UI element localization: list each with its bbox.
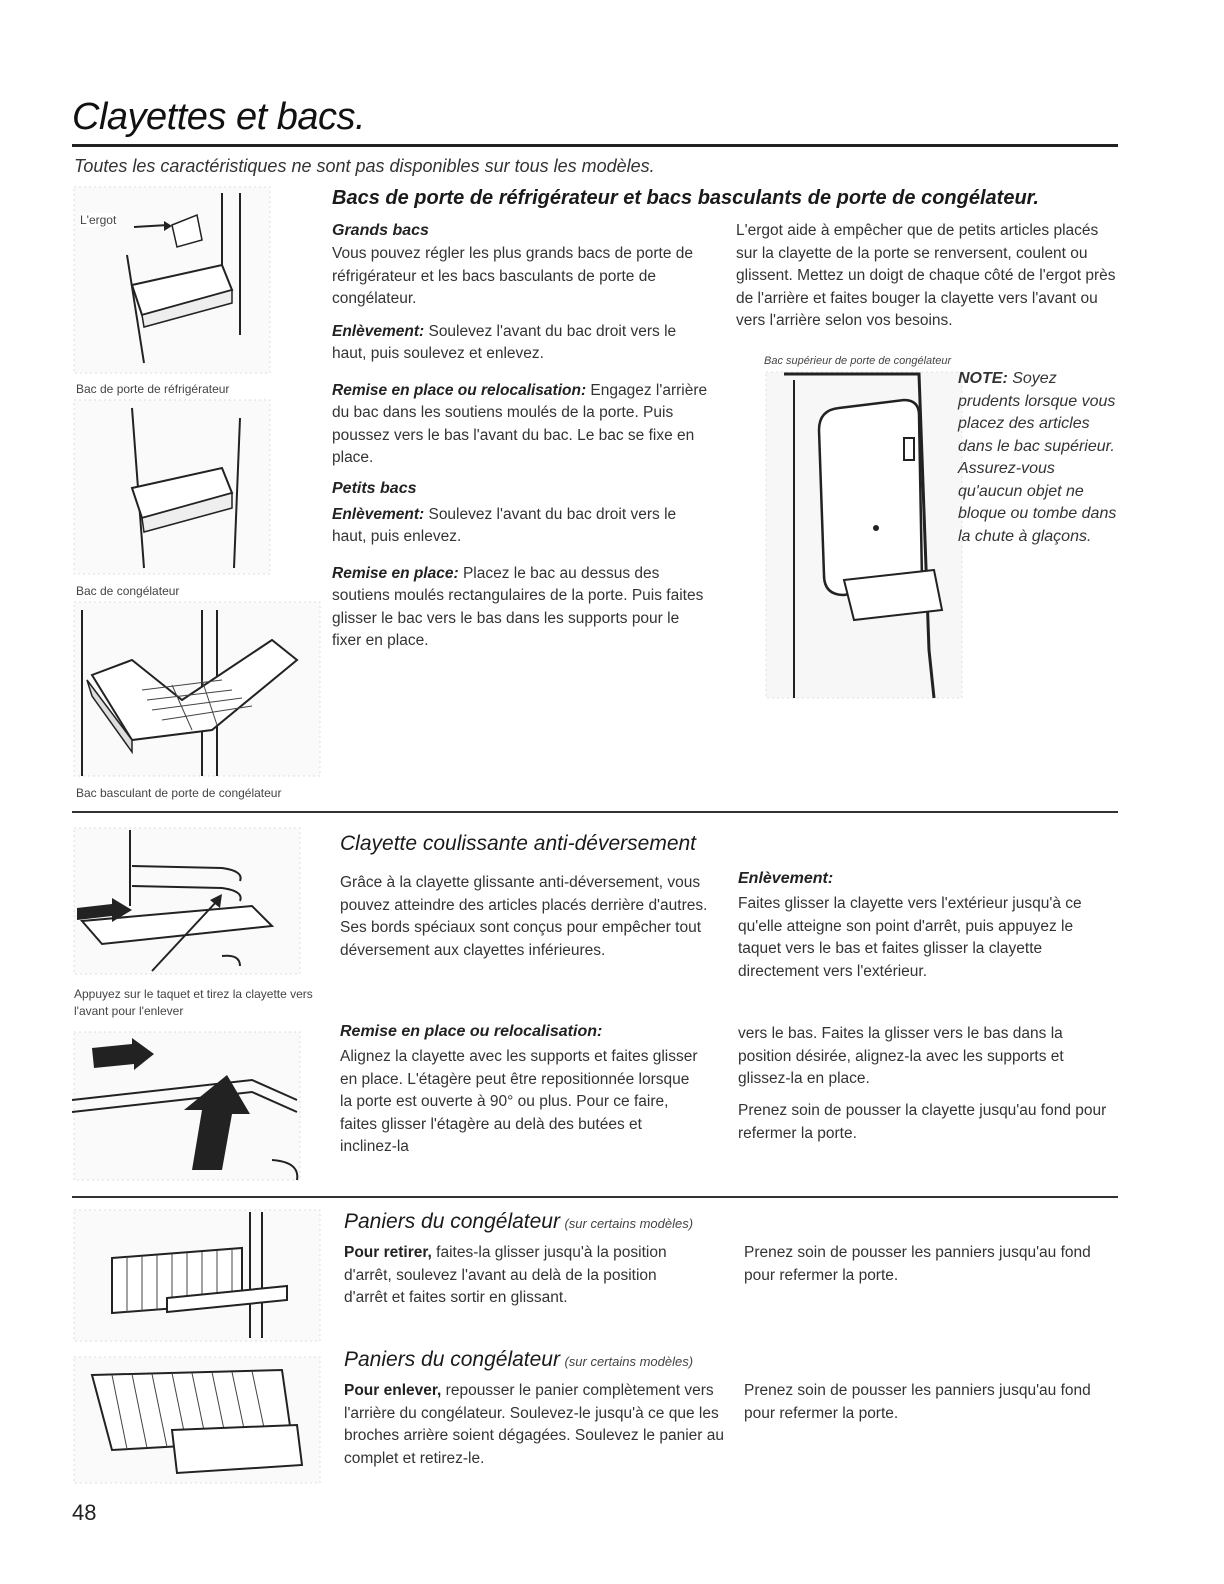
page-number: 48 [72,1500,97,1525]
enlevement1-paragraph [332,321,712,366]
tilt-bin-illustration [72,600,322,778]
section2-remise-text: Alignez la clayette avec les supports et faites glisser en place. L'étagère peut être repositionnée lorsque la porte est ouverte à 90° ou plus. Pour ce faire, faites glisser l'étagère au delà des butées et inclinez-la [340,1048,698,1155]
section2-intro: Grâce à la clayette glissante anti-déversement, vous pouvez atteindre des articles placés derrière d'autres. Ses bords spéciaux sont conçus pour empêcher tout déversement aux clayettes inférieures. [340,874,708,959]
enlevement2-text: Soulevez l'avant du bac droit vers le haut, puis enlevez. [332,505,677,545]
section2-heading: Clayette coulissante anti-déversement [340,832,697,855]
remise2-text: Placez le bac au dessus des soutiens moulés rectangulaires de la porte. Puis faites glisser le bac vers le bas dans les supports pour le fixer en place. [332,564,704,649]
enlevement1-label: Enlèvement: [332,322,425,340]
section3-prenez1: Prenez soin de pousser les panniers jusqu'au fond pour refermer la porte. [744,1244,1091,1284]
enlever-paragraph [344,1380,724,1470]
grands-bacs-text: Vous pouvez régler les plus grands bacs de porte de réfrigérateur et les bacs basculants de porte de congélateur. [332,245,694,307]
section3-heading2: Paniers du congélateur [344,1348,560,1371]
remise2-label: Remise en place: [332,564,459,582]
caption-tilt-bin: Bac basculant de porte de congélateur [76,786,282,800]
section1-middle-column [332,222,712,653]
retirer-paragraph [344,1242,704,1310]
page-subtitle: Toutes les caractéristiques ne sont pas disponibles sur tous les modèles. [74,156,655,176]
section2-prenez: Prenez soin de pousser la clayette jusqu'au fond pour refermer la porte. [738,1102,1107,1142]
enlevement2-label: Enlèvement: [332,505,425,523]
section3-heading2-wrap [344,1348,693,1372]
enlevement1-text: Soulevez l'avant du bac droit vers le haut, puis soulevez et enlevez. [332,322,677,362]
caption-freezer-bin: Bac de congélateur [76,584,180,598]
note-label: NOTE: [958,370,1008,387]
section2-remise-cont: vers le bas. Faites la glisser vers le bas dans la position désirée, alignez-la avec les supports et glissez-la en place. [738,1025,1064,1087]
section2-remise-label: Remise en place ou relocalisation: [340,1023,603,1040]
caption-upper-bin: Bac supérieur de porte de congélateur [764,355,952,367]
section2-enlevement-text: Faites glisser la clayette vers l'extérieur jusqu'à ce qu'elle atteigne son point d'arrêt, puis appuyez le taquet vers le bas et faites glisser la clayette directement vers l'extérieur. [738,895,1082,980]
section3-sub2: (sur certains modèles) [564,1354,694,1369]
shelf-pull-illustration [72,826,302,976]
basket-lift-illustration [72,1355,322,1485]
section1-rule [72,811,1118,813]
remise1-text: Engagez l'arrière du bac dans les soutiens moulés de la porte. Puis poussez vers le bas l'avant du bac. Le bac se fixe en place. [332,381,708,466]
caption-fridge-bin: Bac de porte de réfrigérateur [76,382,230,396]
caption-shelf-pull: Appuyez sur le taquet et tirez la clayette vers l'avant pour l'enlever [74,987,313,1018]
retirer-text: faites-la glisser jusqu'à la position d'arrêt, soulevez l'avant au delà de la position d'arrêt et faites sortir en glissant. [344,1244,667,1306]
remise1-label: Remise en place ou relocalisation: [332,381,587,399]
remise2-paragraph [332,563,712,653]
note-block [958,368,1118,548]
section2-enlevement-label: Enlèvement: [738,870,834,887]
remise1-paragraph [332,380,712,470]
freezer-bin-illustration [72,398,272,576]
shelf-tilt-illustration [72,1030,302,1182]
ergot-text: L'ergot aide à empêcher que de petits articles placés sur la clayette de la porte se renversent, coulent ou glissent. Mettez un doigt de chaque côté de l'ergot près de l'arrière et faites bouger la clayette vers l'avant ou vers l'arrière selon vos besoins. [736,222,1116,329]
section3-prenez2: Prenez soin de pousser les panniers jusqu'au fond pour refermer la porte. [744,1382,1091,1422]
section3-sub1: (sur certains modèles) [564,1216,694,1231]
page-title: Clayettes et bacs. [72,96,366,138]
grands-bacs-heading: Grands bacs [332,222,429,239]
title-rule [72,144,1118,147]
section3-heading1: Paniers du congélateur [344,1210,560,1233]
enlever-text: repousser le panier complètement vers l'arrière du congélateur. Soulevez-le jusqu'à ce que les broches arrière soient dégagées. Soulevez le panier au complet et retirez-le. [344,1382,724,1467]
retirer-label: Pour retirer, [344,1244,432,1261]
enlevement2-paragraph [332,504,712,549]
section1-heading: Bacs de porte de réfrigérateur et bacs basculants de porte de congélateur. [332,187,1039,209]
upper-bin-illustration [764,370,964,700]
section2-rule [72,1196,1118,1198]
note-text: Soyez prudents lorsque vous placez des articles dans le bac supérieur. Assurez-vous qu'aucun objet ne bloque ou tombe dans la chute à glaçons. [958,370,1117,545]
basket-slide-illustration [72,1208,322,1343]
ergot-label: L'ergot [80,213,117,227]
section3-heading1-wrap [344,1210,693,1234]
petits-bacs-heading: Petits bacs [332,479,417,497]
enlever-label: Pour enlever, [344,1382,442,1399]
